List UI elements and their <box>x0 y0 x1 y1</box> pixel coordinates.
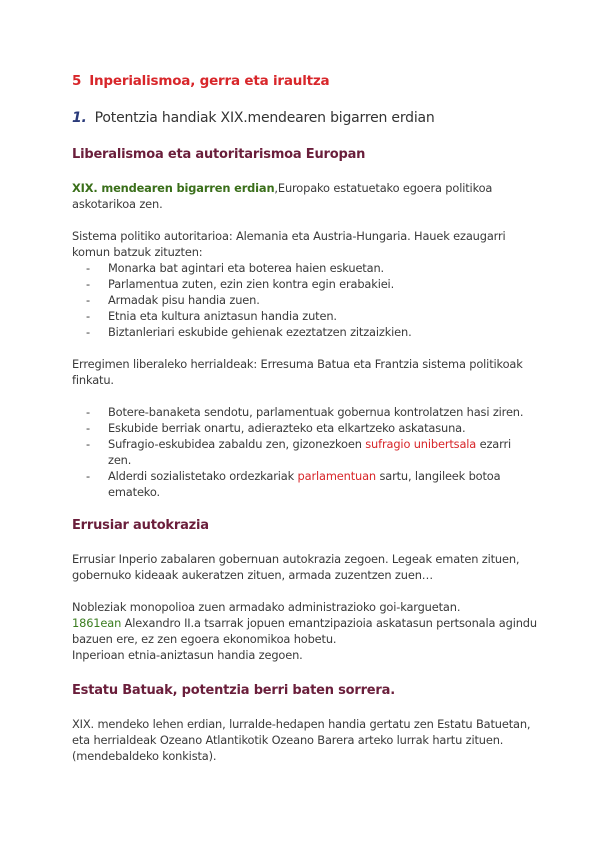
usa-p1-line2: eta herrialdeak Ozeano Atlantikotik Ozeano Barera arteko lurrak hartu zituen. <box>72 733 504 747</box>
list-item-text: Sufragio-eskubidea zabaldu zen, gizonezkoen <box>108 437 366 451</box>
liberal-list <box>86 404 523 500</box>
section-title-text: Potentzia handiak XIX.mendearen bigarren erdian <box>94 110 435 126</box>
list-item <box>86 308 412 324</box>
list-item <box>86 468 523 484</box>
russia-p2-line2 <box>72 615 537 631</box>
russia-p2-line2-rest: Alexandro II.a tsarrak jopuen emantzipazioia askatasun pertsonala agindu <box>121 616 537 630</box>
section-title <box>72 110 435 126</box>
list-item <box>86 324 412 340</box>
list-item-text: zen. <box>108 453 132 467</box>
authoritarian-line2: komun batzuk zituzten: <box>72 245 203 259</box>
list-item <box>86 260 412 276</box>
russia-p2-line1: Nobleziak monopolioa zuen armadako administrazioko goi-karguetan. <box>72 600 461 614</box>
list-item <box>86 276 412 292</box>
list-item-text: Monarka bat agintari eta boterea haien eskuetan. <box>108 261 384 275</box>
russia-p1-line1: Errusiar Inperio zabalaren gobernuan autokrazia zegoen. Legeak ematen zituen, <box>72 552 520 566</box>
chapter-number: 5 <box>72 73 82 89</box>
list-item-text: Eskubide berriak onartu, adierazteko eta elkartzeko askatasuna. <box>108 421 466 435</box>
list-item <box>86 292 412 308</box>
list-item-text: Alderdi sozialistetako ordezkariak <box>108 469 298 483</box>
list-item-text: Biztanleriari eskubide gehienak ezeztatzen zitzaizkien. <box>108 325 412 339</box>
list-item-text: sartu, langileek botoa <box>375 469 501 483</box>
section-number: 1. <box>72 110 87 126</box>
intro-highlight: XIX. mendearen bigarren erdian <box>72 181 275 195</box>
parliament-highlight: parlamentuan <box>297 469 376 483</box>
dash: - <box>86 293 90 307</box>
list-item-continuation <box>86 484 523 500</box>
russia-heading: Errusiar autokrazia <box>72 518 209 533</box>
dash: - <box>86 437 90 451</box>
dash: - <box>86 277 90 291</box>
dash: - <box>86 309 90 323</box>
list-item-text: Parlamentua zuten, ezin zien kontra egin erabakiei. <box>108 277 395 291</box>
usa-heading: Estatu Batuak, potentzia berri baten sorrera. <box>72 683 395 698</box>
dash: - <box>86 405 90 419</box>
list-item <box>86 404 523 420</box>
liberal-line2: finkatu. <box>72 373 114 387</box>
list-item-continuation <box>86 452 523 468</box>
intro-line1-rest: ,Europako estatuetako egoera politikoa <box>274 181 493 195</box>
list-item-text: Armadak pisu handia zuen. <box>108 293 260 307</box>
list-item-text: Etnia eta kultura aniztasun handia zuten. <box>108 309 337 323</box>
list-item-text: emateko. <box>108 485 160 499</box>
list-item-text: Botere-banaketa sendotu, parlamentuak gobernua kontrolatzen hasi ziren. <box>108 405 524 419</box>
russia-p1-line2: gobernuko kideaak aukeratzen zituen, armada zuzentzen zuen… <box>72 568 434 582</box>
list-item-text: ezarri <box>476 437 512 451</box>
dash: - <box>86 261 90 275</box>
chapter-title-text: Inperialismoa, gerra eta iraultza <box>89 73 330 89</box>
dash: - <box>86 469 90 483</box>
dash: - <box>86 421 90 435</box>
list-item <box>86 420 523 436</box>
liberalism-intro-line2: askotarikoa zen. <box>72 197 163 211</box>
dash: - <box>86 325 90 339</box>
usa-p1-line3: (mendebaldeko konkista). <box>72 749 217 763</box>
universal-suffrage-highlight: sufragio unibertsala <box>365 437 477 451</box>
russia-p2-line4: Inperioan etnia-aniztasun handia zegoen. <box>72 648 303 662</box>
authoritarian-line1: Sistema politiko autoritarioa: Alemania eta Austria-Hungaria. Hauek ezaugarri <box>72 229 506 243</box>
liberal-line1: Erregimen liberaleko herrialdeak: Erresuma Batua eta Frantzia sistema politikoak <box>72 357 523 371</box>
liberalism-heading: Liberalismoa eta autoritarismoa Europan <box>72 147 366 162</box>
usa-p1-line1: XIX. mendeko lehen erdian, lurralde-hedapen handia gertatu zen Estatu Batuetan, <box>72 717 531 731</box>
list-item <box>86 436 523 452</box>
authoritarian-list <box>86 260 412 340</box>
year-highlight: 1861ean <box>72 616 122 630</box>
liberalism-intro-line1 <box>72 180 492 196</box>
russia-p2-line3: bazuen ere, ez zen egoera ekonomikoa hobetu. <box>72 632 337 646</box>
chapter-title <box>72 73 329 89</box>
